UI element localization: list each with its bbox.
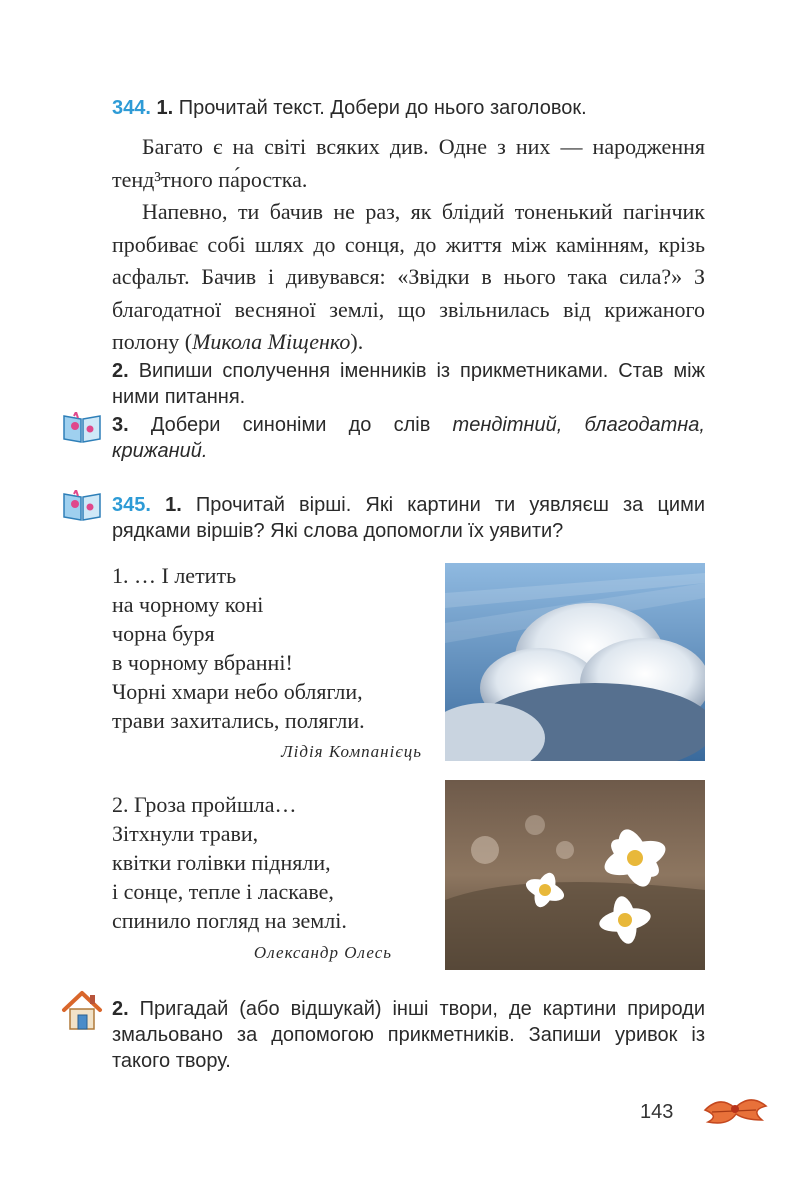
book-icon — [62, 490, 102, 527]
task-text: Добери синоніми до слів — [150, 414, 453, 436]
leaf-ornament-icon — [700, 1090, 770, 1135]
task-text: Випиши сполучення іменників із прикметниками. Став між ними питання. — [112, 360, 705, 408]
text-author: Микола Міщенко — [192, 329, 351, 354]
poem-line: в чорному вбранні! — [112, 650, 293, 675]
sky-clouds-photo — [445, 563, 705, 761]
exercise-344-task-1 — [112, 95, 705, 121]
daisies-photo — [445, 780, 705, 970]
reading-text — [112, 131, 705, 359]
task-number: 2. — [112, 998, 129, 1020]
poem-line: на чорному коні — [112, 592, 264, 617]
exercise-345-task-1 — [112, 492, 705, 544]
task-text: Прочитай текст. Добери до нього заголовок. — [178, 97, 587, 119]
poem-line: 1. … І летить — [112, 563, 237, 588]
poem-1 — [112, 561, 432, 735]
poem-line: чорна буря — [112, 621, 215, 646]
exercise-345-task-2 — [112, 996, 705, 1074]
house-icon — [60, 988, 104, 1037]
exercise-344-task-3 — [112, 412, 705, 464]
poem-2 — [112, 790, 432, 935]
task-words: тендітний, благодатна, крижаний. — [112, 414, 705, 462]
page-number: 143 — [640, 1101, 674, 1123]
paragraph-2: Напевно, ти бачив не раз, як блідий тоненький пагінчик пробиває собі шлях до сонця, до життя між камінням, крізь асфальт. Бачив і дивувався: «Звідки в нього така сила?» З благодатної весняної землі, що звільнилась від крижаного полону (Микола Міщенко). — [112, 199, 705, 354]
poem-1-author: Лідія Компанієць — [281, 742, 422, 761]
poem-line: 2. Гроза пройшла… — [112, 792, 297, 817]
exercise-344-task-2 — [112, 358, 705, 410]
exercise-number-344: 344. — [112, 97, 151, 119]
task-number: 1. — [165, 494, 182, 516]
paragraph-1: Багато є на світі всяких див. Одне з них — народження тенд³тного па́ростка. — [112, 134, 705, 192]
poem-line: Зітхнули трави, — [112, 821, 259, 846]
task-number: 2. — [112, 360, 129, 382]
poem-line: квітки голівки підняли, — [112, 850, 331, 875]
book-icon — [62, 412, 102, 449]
poem-line: спинило погляд на землі. — [112, 908, 347, 933]
task-text: Прочитай вірші. Які картини ти уявляєш за цими рядками віршів? Які слова допомогли їх уявити? — [112, 494, 705, 542]
poem-2-author: Олександр Олесь — [253, 943, 392, 962]
task-number: 1. — [156, 97, 174, 119]
poem-line: і сонце, тепле і ласкаве, — [112, 879, 334, 904]
poem-line: Чорні хмари небо облягли, — [112, 679, 363, 704]
poem-line: трави захитались, полягли. — [112, 708, 365, 733]
exercise-number-345: 345. — [112, 494, 151, 516]
task-number: 3. — [112, 414, 129, 436]
task-text: Пригадай (або відшукай) інші твори, де картини природи змальовано за допомогою прикметників. Запиши уривок із такого твору. — [112, 998, 706, 1072]
